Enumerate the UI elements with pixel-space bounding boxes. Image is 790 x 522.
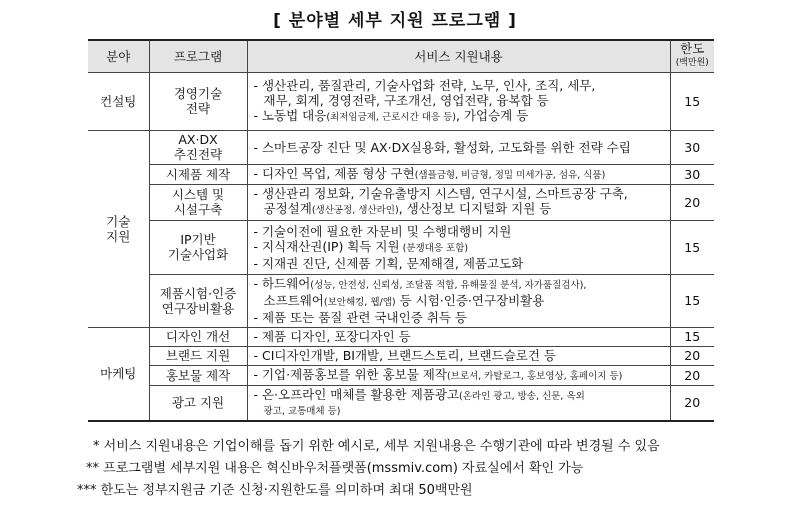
page-title: [ 분야별 세부 지원 프로그램 ] xyxy=(273,11,517,31)
service-cell xyxy=(247,274,670,327)
header-limit-label: 한도 xyxy=(680,41,705,57)
service-line xyxy=(254,387,666,404)
header-limit xyxy=(670,40,714,72)
program-name-line2: 기술사업화 xyxy=(167,247,229,262)
program-name-line2: 연구장비활용 xyxy=(161,300,235,316)
service-line: - CI디자인개발, BI개발, 브랜드스토리, 브랜드슬로건 등 xyxy=(253,348,556,363)
service-line: - 생산관리 정보화, 기술유출방지 시스템, 연구시설, 스마트공장 구축, xyxy=(253,186,628,201)
limit-value: 30 xyxy=(670,164,714,184)
program-name-line2: 시설구축 xyxy=(173,202,223,217)
field-consulting: 컨설팅 xyxy=(88,72,149,130)
limit-value: 15 xyxy=(670,72,714,130)
header-service: 서비스 지원내용 xyxy=(247,40,670,72)
program-cell xyxy=(149,72,247,130)
limit-value: 30 xyxy=(670,130,714,164)
service-detail: (최저임금제, 근로시간 대응 등) xyxy=(326,111,456,123)
table-row xyxy=(88,130,714,164)
service-text: - 기업·제품홍보를 위한 홍보물 제작 xyxy=(253,366,447,382)
service-cell xyxy=(247,220,670,274)
service-line: - 제품 디자인, 포장디자인 등 xyxy=(253,329,411,344)
service-cell xyxy=(247,346,670,365)
program-table xyxy=(88,39,714,422)
service-line: - 기술이전에 필요한 자문비 및 수행대행비 지원 xyxy=(253,223,512,239)
program-name: 브랜드 지원 xyxy=(149,346,247,365)
service-detail: (온라인 광고, 방송, 신문, 옥외 xyxy=(459,390,585,402)
program-name-line1: 시스템 및 xyxy=(171,187,225,202)
header-program: 프로그램 xyxy=(149,40,247,72)
service-cell xyxy=(247,385,670,421)
program-cell xyxy=(149,130,247,164)
service-text: 공정설계 xyxy=(263,201,312,216)
service-cell xyxy=(247,130,670,164)
limit-value: 20 xyxy=(670,346,714,365)
table-row xyxy=(88,385,714,421)
service-line xyxy=(254,108,666,125)
table-row xyxy=(88,346,714,365)
table-row xyxy=(88,365,714,385)
service-line xyxy=(254,239,666,256)
table-row xyxy=(88,274,714,327)
service-text: - 디자인 목업, 제품 형상 구현 xyxy=(253,165,415,181)
table-row xyxy=(88,72,714,130)
program-name-line1: 경영기술 xyxy=(173,86,223,101)
program-name: 광고 지원 xyxy=(149,385,247,421)
limit-value: 15 xyxy=(670,274,714,327)
service-cell xyxy=(247,184,670,220)
program-name: 디자인 개선 xyxy=(149,327,247,346)
limit-value: 20 xyxy=(670,365,714,385)
service-detail: (성능, 안전성, 신뢰성, 조달품 적합, 유해물질 분석, 자가품질검사), xyxy=(310,280,587,291)
program-name-line1: 제품시험·인증 xyxy=(159,285,237,301)
service-cell xyxy=(247,72,670,130)
service-detail: 광고, 교통매체 등) xyxy=(263,405,341,417)
footnote-1: * 서비스 지원내용은 기업이해를 돕기 위한 예시로, 세부 지원내용은 수행기관에 따라 변경될 수 있음 xyxy=(93,439,660,454)
limit-value: 20 xyxy=(670,385,714,421)
limit-value: 15 xyxy=(670,220,714,274)
program-name-line1: AX·DX xyxy=(178,132,218,147)
service-line: 재무, 회계, 경영전략, 구조개선, 영업전략, 융복합 등 xyxy=(263,92,549,108)
service-text: - 하드웨어 xyxy=(253,276,311,291)
service-detail: (보안해킹, 웹/앱) xyxy=(323,297,396,308)
service-text: 등 시험·인증·연구장비활용 xyxy=(395,293,545,308)
service-text: , 생산정보 디지털화 지원 등 xyxy=(398,201,552,216)
service-detail: (분쟁대응 포함) xyxy=(399,242,469,254)
field-line2: 지원 xyxy=(106,228,131,244)
table-row xyxy=(88,220,714,274)
service-line xyxy=(254,293,666,310)
program-cell xyxy=(149,220,247,274)
program-cell xyxy=(149,184,247,220)
header-limit-unit: (백만원) xyxy=(675,58,709,69)
service-text: - 온·오프라인 매체를 활용한 제품광고 xyxy=(253,386,460,402)
service-cell xyxy=(247,327,670,346)
program-name-line1: IP기반 xyxy=(180,232,216,247)
program-name-line2: 추진전략 xyxy=(173,147,223,162)
limit-value: 15 xyxy=(670,327,714,346)
service-line xyxy=(254,367,666,384)
service-line: - 지재권 진단, 신제품 기획, 문제해결, 제품고도화 xyxy=(253,255,524,271)
field-line1: 기술 xyxy=(106,213,131,229)
field-technology xyxy=(88,130,149,327)
service-text: 소프트웨어 xyxy=(263,293,324,308)
service-cell xyxy=(247,164,670,184)
service-detail: (생산공정, 생산라인) xyxy=(311,205,399,216)
service-line: - 제품 또는 품질 관련 국내인증 취득 등 xyxy=(253,310,467,325)
service-cell xyxy=(247,365,670,385)
service-text: - 지식재산권(IP) 획득 지원 xyxy=(253,238,400,254)
program-name: 시제품 제작 xyxy=(149,164,247,184)
service-line xyxy=(254,276,666,293)
service-text: , 가업승계 등 xyxy=(455,107,529,123)
footnote-3: *** 한도는 정부지원금 기준 신청·지원한도를 의미하며 최대 50백만원 xyxy=(77,483,473,498)
program-name: 홍보물 제작 xyxy=(149,365,247,385)
service-line: - 스마트공장 진단 및 AX·DX실용화, 활성화, 고도화를 위한 전략 수립 xyxy=(253,139,631,155)
footnotes xyxy=(0,438,790,500)
service-text: - 노동법 대응 xyxy=(253,107,327,123)
service-line: - 생산관리, 품질관리, 기술사업화 전략, 노무, 인사, 조직, 세무, xyxy=(253,77,596,93)
table-row xyxy=(88,164,714,184)
header-field: 분야 xyxy=(88,40,149,72)
table-row xyxy=(88,327,714,346)
service-detail: (브로셔, 카탈로그, 홍보영상, 홈페이지 등) xyxy=(446,370,623,382)
limit-value: 20 xyxy=(670,184,714,220)
program-cell xyxy=(149,274,247,327)
table-row xyxy=(88,184,714,220)
field-marketing: 마케팅 xyxy=(88,327,149,421)
program-name-line2: 전략 xyxy=(185,101,211,116)
table-header-row xyxy=(88,40,714,72)
service-line xyxy=(254,201,666,218)
service-line xyxy=(254,166,666,183)
footnote-2: ** 프로그램별 세부지원 내용은 혁신바우처플랫폼(mssmiv.com) 자료실에서 확인 가능 xyxy=(86,461,584,476)
service-detail: (샘플금형, 비금형, 정밀 미세가공, 섬유, 식품) xyxy=(414,169,606,181)
